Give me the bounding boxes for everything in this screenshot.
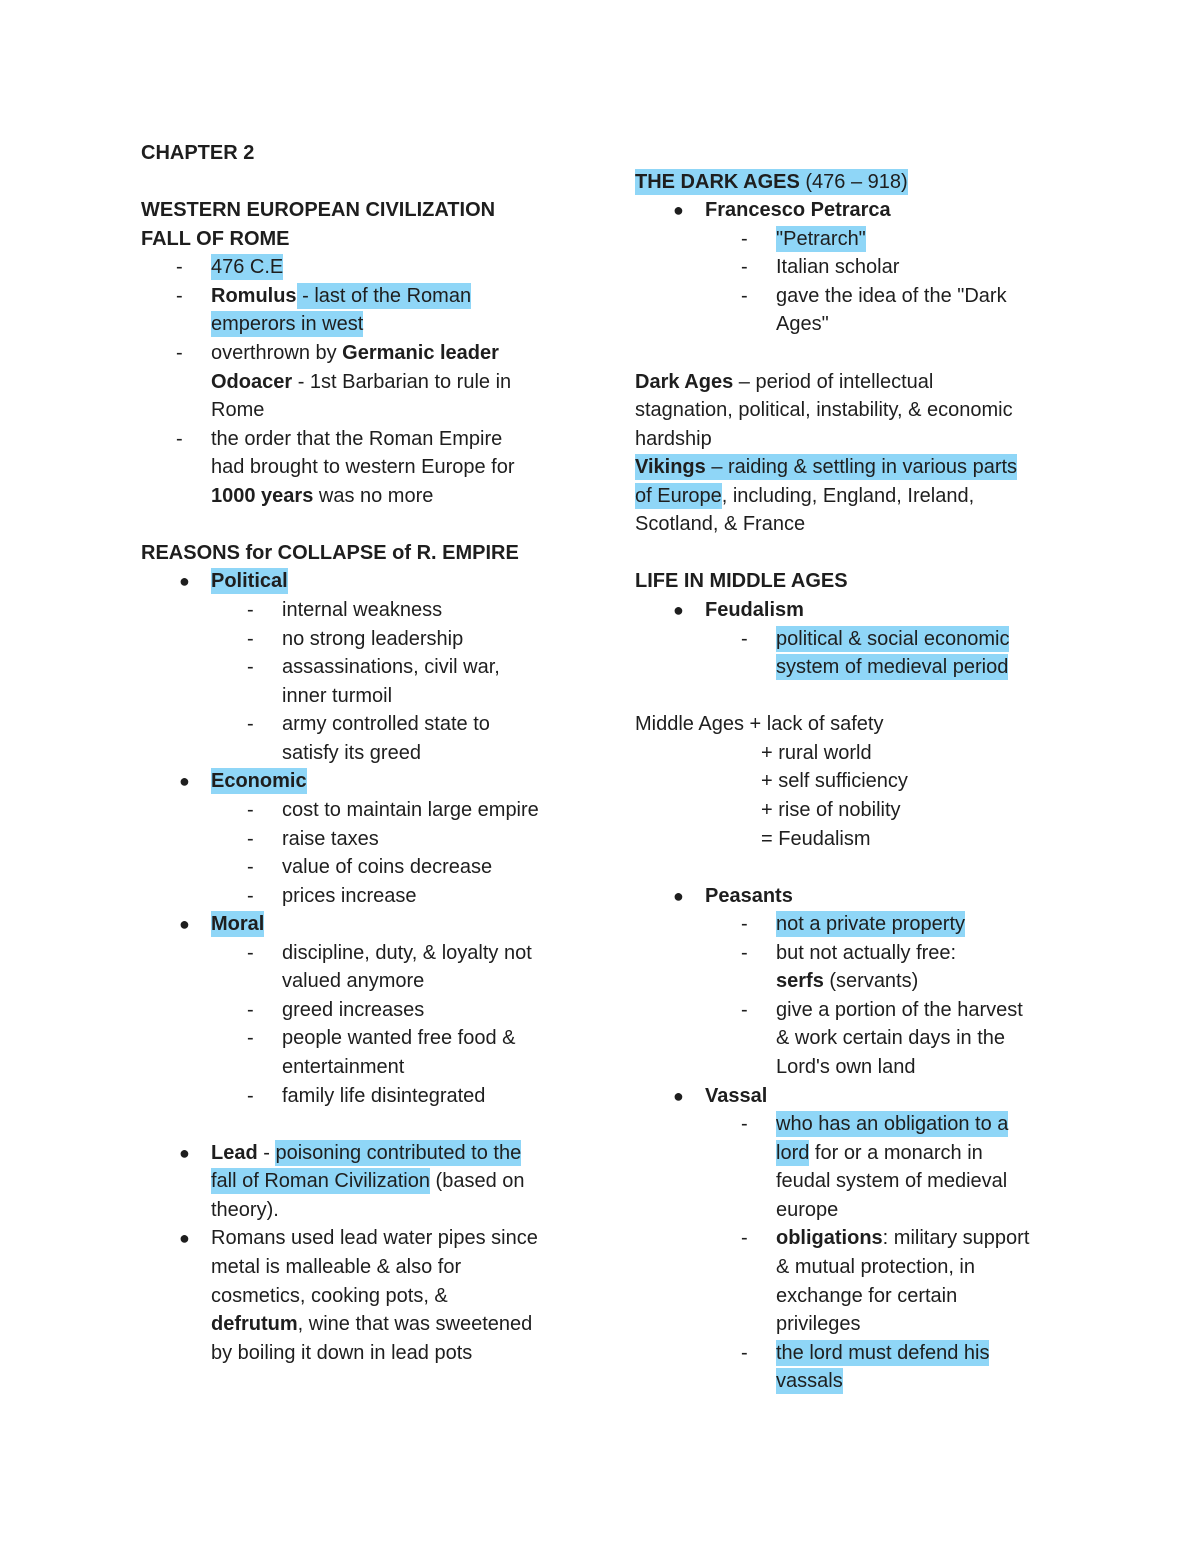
dash-marker: -	[176, 341, 183, 364]
dash-marker: -	[247, 798, 254, 821]
line-text	[635, 567, 848, 596]
line-text	[282, 853, 492, 882]
dash-item	[141, 1082, 601, 1111]
blank-line	[635, 682, 1075, 711]
left-column	[141, 139, 601, 1367]
highlighted-text: who has an obligation to a	[776, 1113, 1009, 1136]
text-span: but not actually free:	[776, 941, 957, 964]
text-line	[635, 1053, 1075, 1082]
text-line	[635, 1167, 1075, 1196]
line-text	[282, 996, 424, 1025]
dash-item	[635, 1339, 1075, 1368]
line-text	[282, 882, 417, 911]
text-span: greed increases	[282, 998, 425, 1021]
text-span: army controlled state to	[282, 713, 490, 736]
line-text	[282, 739, 421, 768]
line-text	[211, 339, 499, 368]
line-text	[776, 282, 1007, 311]
text-span: give a portion of the harvest	[776, 998, 1023, 1021]
line-text	[776, 996, 1023, 1025]
dash-item	[141, 282, 601, 311]
line-text	[761, 739, 872, 768]
dash-item	[635, 1110, 1075, 1139]
text-line	[141, 1167, 601, 1196]
text-span: inner turmoil	[282, 684, 393, 707]
text-span: = Feudalism	[761, 827, 871, 850]
text-line	[635, 1024, 1075, 1053]
text-line	[635, 1282, 1075, 1311]
text-line	[635, 1253, 1075, 1282]
text-span: : military support	[882, 1227, 1030, 1250]
bold-text: CHAPTER 2	[141, 142, 255, 164]
dash-marker: -	[741, 941, 748, 964]
bullet-item	[141, 1224, 601, 1253]
text-span: privileges	[776, 1313, 861, 1336]
text-span: Scotland, & France	[635, 513, 806, 536]
line-text	[211, 425, 502, 454]
text-span: was no more	[313, 484, 434, 507]
text-line	[635, 1139, 1075, 1168]
line-text	[705, 196, 891, 225]
text-line	[635, 1367, 1075, 1396]
text-span: for or a monarch in	[809, 1141, 983, 1164]
line-text	[211, 1253, 461, 1282]
dash-marker: -	[247, 998, 254, 1021]
line-text	[776, 910, 965, 939]
dash-marker: -	[247, 627, 254, 650]
text-line	[635, 482, 1075, 511]
text-line	[635, 967, 1075, 996]
bullet-item	[141, 767, 601, 796]
dash-marker: -	[741, 256, 748, 279]
line-text	[282, 796, 539, 825]
line-text	[211, 767, 307, 796]
text-span: Middle Ages + lack of safety	[635, 713, 884, 736]
line-text	[282, 1053, 404, 1082]
dash-item	[141, 653, 601, 682]
dash-marker: -	[176, 284, 183, 307]
text-span: (based on	[429, 1170, 525, 1193]
text-line	[141, 1339, 601, 1368]
dash-item	[635, 1224, 1075, 1253]
dash-marker: -	[741, 284, 748, 307]
text-span: cost to maintain large empire	[282, 798, 539, 821]
text-line	[141, 139, 601, 168]
text-span: gave the idea of the "Dark	[776, 284, 1007, 307]
text-line	[141, 1310, 601, 1339]
text-span: & work certain days in the	[776, 1027, 1005, 1050]
dash-item	[635, 910, 1075, 939]
line-text	[211, 1196, 279, 1225]
line-text	[705, 596, 804, 625]
line-text	[776, 1024, 1005, 1053]
text-line	[141, 682, 601, 711]
dash-item	[141, 882, 601, 911]
bullet-marker: ●	[179, 771, 190, 792]
dash-marker: -	[741, 998, 748, 1021]
text-span: Rome	[211, 399, 265, 422]
text-span: family life disintegrated	[282, 1084, 486, 1107]
line-text	[776, 253, 899, 282]
line-text	[635, 710, 883, 739]
blank-line	[141, 168, 601, 197]
line-text	[211, 453, 515, 482]
bold-text: 1000 years	[211, 484, 314, 507]
dash-item	[635, 225, 1075, 254]
highlighted-text: of Europe	[635, 484, 722, 507]
highlighted-text: (476 – 918)	[799, 170, 908, 193]
dash-item	[141, 825, 601, 854]
bullet-item	[635, 882, 1075, 911]
text-line	[141, 368, 601, 397]
highlighted-text: Economic	[211, 770, 307, 793]
highlighted-text: – raiding & settling in various parts	[705, 456, 1018, 479]
dash-item	[141, 796, 601, 825]
line-text	[211, 396, 264, 425]
line-text	[776, 1282, 957, 1311]
text-span: (servants)	[823, 970, 919, 993]
dash-marker: -	[741, 1227, 748, 1250]
line-text	[211, 910, 264, 939]
line-text	[776, 1367, 843, 1396]
line-text	[282, 1024, 516, 1053]
bold-text: WESTERN EUROPEAN CIVILIZATION	[141, 199, 496, 222]
text-span: + self sufficiency	[761, 770, 908, 793]
text-line	[635, 653, 1075, 682]
line-text	[282, 625, 463, 654]
text-span: value of coins decrease	[282, 856, 493, 879]
dash-marker: -	[247, 827, 254, 850]
line-text	[211, 1339, 472, 1368]
text-line	[635, 168, 1075, 197]
highlighted-text: Vikings	[635, 456, 706, 479]
dash-item	[635, 996, 1075, 1025]
line-text	[282, 653, 500, 682]
bold-text: Germanic leader	[342, 341, 499, 364]
text-span: satisfy its greed	[282, 741, 421, 764]
text-line	[141, 1282, 601, 1311]
text-line	[141, 225, 601, 254]
dash-marker: -	[247, 599, 254, 621]
dash-marker: -	[247, 1027, 254, 1050]
line-text	[635, 482, 974, 511]
line-text	[211, 368, 511, 397]
highlighted-text: system of medieval period	[776, 656, 1009, 679]
dash-item	[141, 339, 601, 368]
text-span: , wine that was sweetened	[297, 1313, 533, 1336]
dash-marker: -	[176, 427, 183, 450]
line-text	[776, 1167, 1007, 1196]
highlighted-text: lord	[776, 1141, 810, 1164]
text-span: + rural world	[761, 741, 872, 764]
text-span: cosmetics, cooking pots, &	[211, 1284, 448, 1307]
text-line	[635, 510, 1075, 539]
dash-marker: -	[741, 227, 748, 250]
bullet-item	[635, 196, 1075, 225]
text-span: overthrown by	[211, 341, 343, 364]
blank-line	[141, 1110, 601, 1139]
highlighted-text: vassals	[776, 1370, 843, 1393]
text-span: theory).	[211, 1198, 279, 1221]
bold-text: Peasants	[705, 884, 793, 907]
text-line	[141, 1253, 601, 1282]
highlighted-text: emperors in west	[211, 313, 364, 336]
line-text	[211, 1167, 525, 1196]
dash-item	[141, 253, 601, 282]
bold-text: Romulus	[211, 284, 297, 307]
blank-line	[635, 339, 1075, 368]
dash-marker: -	[247, 656, 254, 679]
line-text	[282, 967, 424, 996]
dash-marker: -	[741, 1341, 748, 1364]
line-text	[776, 939, 956, 968]
line-text	[776, 1053, 915, 1082]
text-line	[635, 739, 1075, 768]
right-column	[635, 168, 1075, 1396]
dash-item	[635, 625, 1075, 654]
bold-text: serfs	[776, 970, 824, 993]
text-span: hardship	[635, 427, 712, 450]
dash-item	[141, 853, 601, 882]
text-span: , including, England, Ireland,	[721, 484, 975, 507]
dash-item	[141, 710, 601, 739]
text-span: internal weakness	[282, 599, 443, 621]
line-text	[776, 1339, 989, 1368]
text-line	[635, 567, 1075, 596]
dash-marker: -	[741, 1113, 748, 1136]
dash-marker: -	[247, 713, 254, 736]
text-line	[635, 767, 1075, 796]
text-line	[635, 368, 1075, 397]
text-span: assassinations, civil war,	[282, 656, 500, 679]
blank-line	[635, 853, 1075, 882]
line-text	[776, 1110, 1008, 1139]
text-span: prices increase	[282, 884, 417, 907]
line-text	[211, 282, 471, 311]
text-line	[635, 825, 1075, 854]
line-text	[761, 796, 901, 825]
highlighted-text: - last of the Roman	[296, 284, 472, 307]
bullet-marker: ●	[179, 914, 190, 935]
bullet-marker: ●	[673, 1085, 684, 1106]
highlighted-text: "Petrarch"	[776, 227, 866, 250]
line-text	[282, 1082, 485, 1111]
bullet-item	[141, 910, 601, 939]
text-line	[635, 310, 1075, 339]
bold-text: Vassal	[705, 1084, 768, 1107]
line-text	[635, 510, 805, 539]
bullet-item	[141, 567, 601, 596]
text-span: valued anymore	[282, 970, 425, 993]
text-line	[141, 482, 601, 511]
highlighted-text: Political	[211, 570, 288, 593]
text-span: Italian scholar	[776, 256, 900, 279]
line-text	[211, 567, 288, 596]
line-text	[705, 882, 793, 911]
highlighted-text: fall of Roman Civilization	[211, 1170, 430, 1193]
text-line	[141, 310, 601, 339]
highlighted-text: political & social economic	[776, 627, 1010, 650]
line-text	[761, 767, 908, 796]
highlighted-text: not a private property	[776, 913, 965, 936]
line-text	[282, 596, 442, 625]
text-span: + rise of nobility	[761, 798, 901, 821]
dash-marker: -	[741, 913, 748, 936]
dash-item	[141, 596, 601, 625]
line-text	[211, 1139, 521, 1168]
text-span: entertainment	[282, 1056, 405, 1078]
text-span: Ages"	[776, 313, 829, 336]
text-span: no strong leadership	[282, 627, 464, 650]
highlighted-text: poisoning contributed to the	[275, 1141, 522, 1164]
text-span: raise taxes	[282, 827, 379, 850]
bold-text: Feudalism	[705, 599, 804, 622]
line-text	[211, 310, 363, 339]
bullet-marker: ●	[179, 1142, 190, 1163]
dash-item	[141, 996, 601, 1025]
line-text	[211, 482, 433, 511]
line-text	[776, 1253, 975, 1282]
dash-marker: -	[176, 256, 183, 279]
line-text	[776, 1139, 983, 1168]
text-span: - 1st Barbarian to rule in	[292, 370, 512, 393]
line-text	[282, 939, 532, 968]
dash-marker: -	[741, 627, 748, 650]
text-span: by boiling it down in lead pots	[211, 1341, 473, 1364]
line-text	[282, 825, 379, 854]
text-line	[635, 425, 1075, 454]
bullet-item	[635, 1082, 1075, 1111]
blank-line	[141, 510, 601, 539]
text-span: europe	[776, 1198, 839, 1221]
bullet-marker: ●	[179, 571, 190, 592]
text-span: exchange for certain	[776, 1284, 958, 1307]
bullet-marker: ●	[673, 200, 684, 221]
line-text	[705, 1082, 767, 1111]
text-span: stagnation, political, instability, & economic	[635, 399, 1013, 422]
dash-item	[635, 253, 1075, 282]
bullet-item	[141, 1139, 601, 1168]
line-text	[635, 425, 712, 454]
text-line	[635, 710, 1075, 739]
text-span: & mutual protection, in	[776, 1255, 975, 1278]
bold-text: Odoacer	[211, 370, 293, 393]
line-text	[635, 168, 908, 197]
bullet-item	[635, 596, 1075, 625]
text-line	[141, 967, 601, 996]
line-text	[211, 1282, 448, 1311]
bullet-marker: ●	[179, 1228, 190, 1249]
bold-text: REASONS for COLLAPSE of R. EMPIRE	[141, 541, 519, 564]
text-span: -	[257, 1141, 276, 1164]
line-text	[776, 1224, 1029, 1253]
bullet-marker: ●	[673, 885, 684, 906]
line-text	[761, 825, 871, 854]
text-span: people wanted free food &	[282, 1027, 516, 1050]
bold-text: Dark Ages	[635, 370, 734, 393]
text-line	[635, 796, 1075, 825]
text-line	[635, 1310, 1075, 1339]
text-line	[141, 196, 601, 225]
line-text	[776, 225, 866, 254]
line-text	[776, 653, 1008, 682]
text-line	[635, 1196, 1075, 1225]
text-line	[141, 453, 601, 482]
text-span: Lord's own land	[776, 1056, 916, 1079]
dash-item	[635, 282, 1075, 311]
bullet-marker: ●	[673, 600, 684, 621]
dash-item	[141, 425, 601, 454]
line-text	[141, 196, 495, 225]
dash-marker: -	[247, 1084, 254, 1107]
line-text	[141, 139, 254, 168]
text-span: feudal system of medieval	[776, 1170, 1008, 1193]
dash-item	[141, 939, 601, 968]
highlighted-text: the lord must defend his	[776, 1341, 990, 1364]
dash-marker: -	[247, 856, 254, 879]
line-text	[141, 225, 290, 254]
text-line	[141, 1053, 601, 1082]
line-text	[211, 1310, 532, 1339]
line-text	[635, 368, 933, 397]
line-text	[282, 710, 490, 739]
text-span: the order that the Roman Empire	[211, 427, 503, 450]
text-line	[635, 396, 1075, 425]
text-span: had brought to western Europe for	[211, 456, 515, 479]
highlighted-text: Moral	[211, 913, 265, 936]
line-text	[141, 539, 519, 568]
line-text	[776, 1196, 838, 1225]
line-text	[776, 967, 918, 996]
text-line	[141, 1196, 601, 1225]
highlighted-text: 476 C.E	[211, 256, 284, 279]
line-text	[635, 396, 1013, 425]
dash-item	[141, 1024, 601, 1053]
bold-text: LIFE IN MIDDLE AGES	[635, 570, 848, 593]
bold-text: Francesco Petrarca	[705, 199, 891, 222]
text-span: metal is malleable & also for	[211, 1255, 462, 1278]
bold-text: defrutum	[211, 1313, 298, 1336]
bold-text: Lead	[211, 1141, 258, 1164]
dash-item	[141, 625, 601, 654]
text-span: discipline, duty, & loyalty not	[282, 941, 532, 964]
line-text	[776, 1310, 860, 1339]
dash-marker: -	[247, 884, 254, 907]
line-text	[635, 453, 1017, 482]
line-text	[776, 310, 829, 339]
line-text	[776, 625, 1009, 654]
bold-text: obligations	[776, 1227, 883, 1250]
text-line	[635, 453, 1075, 482]
text-line	[141, 396, 601, 425]
highlighted-text: THE DARK AGES	[635, 170, 800, 193]
dash-item	[635, 939, 1075, 968]
line-text	[211, 253, 283, 282]
text-line	[141, 739, 601, 768]
dash-marker: -	[247, 941, 254, 964]
text-span: – period of intellectual	[733, 370, 934, 393]
text-line	[141, 539, 601, 568]
bold-text: FALL OF ROME	[141, 227, 290, 250]
blank-line	[635, 539, 1075, 568]
text-span: Romans used lead water pipes since	[211, 1227, 538, 1250]
line-text	[211, 1224, 538, 1253]
line-text	[282, 682, 392, 711]
